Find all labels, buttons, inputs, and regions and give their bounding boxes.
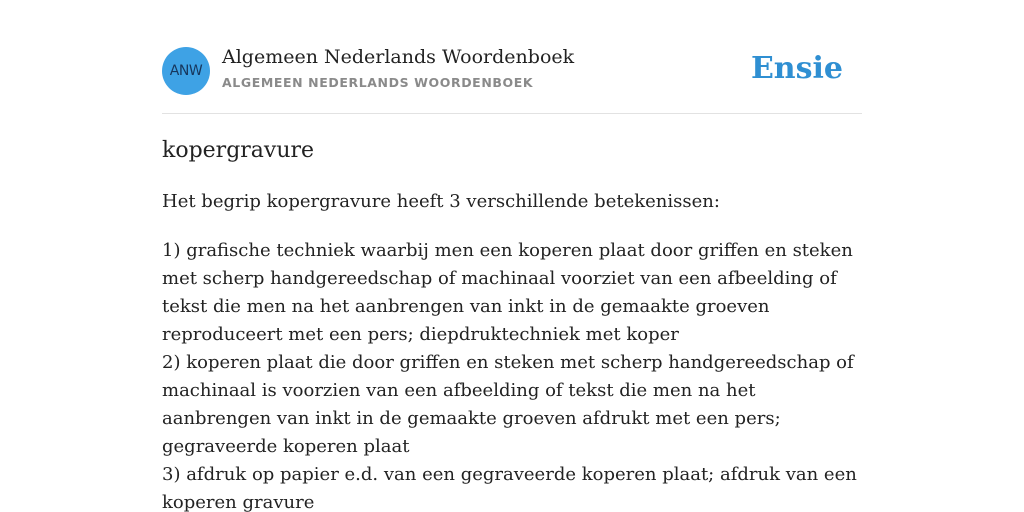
header-divider <box>162 113 862 114</box>
definition-item: 3) afdruk op papier e.d. van een gegraveerde koperen plaat; afdruk van een koperen gravure <box>162 464 857 512</box>
definition-item: 2) koperen plaat die door griffen en steken met scherp handgereedschap of machinaal is voorzien van een afbeelding of tekst die men na het aanbrengen van inkt in de gemaakte groeven afdrukt met een pers; gegraveerde koperen plaat <box>162 352 854 457</box>
source-header <box>162 46 862 96</box>
ensie-logo[interactable]: Ensie <box>750 51 843 86</box>
definitions-list <box>162 237 868 512</box>
anw-logo[interactable]: ANW <box>162 47 210 95</box>
source-subtitle: ALGEMEEN NEDERLANDS WOORDENBOEK <box>222 75 534 90</box>
entry-card <box>162 0 862 512</box>
entry-term: kopergravure <box>162 138 315 163</box>
entry-intro: Het begrip kopergravure heeft 3 verschillende betekenissen: <box>162 191 720 212</box>
definition-item: 1) grafische techniek waarbij men een koperen plaat door griffen en steken met scherp handgereedschap of machinaal voorziet van een afbeelding of tekst die men na het aanbrengen van inkt in de gemaakte groeven reproduceert met een pers; diepdruktechniek met koper <box>162 240 853 345</box>
source-title[interactable]: Algemeen Nederlands Woordenboek <box>222 46 575 68</box>
